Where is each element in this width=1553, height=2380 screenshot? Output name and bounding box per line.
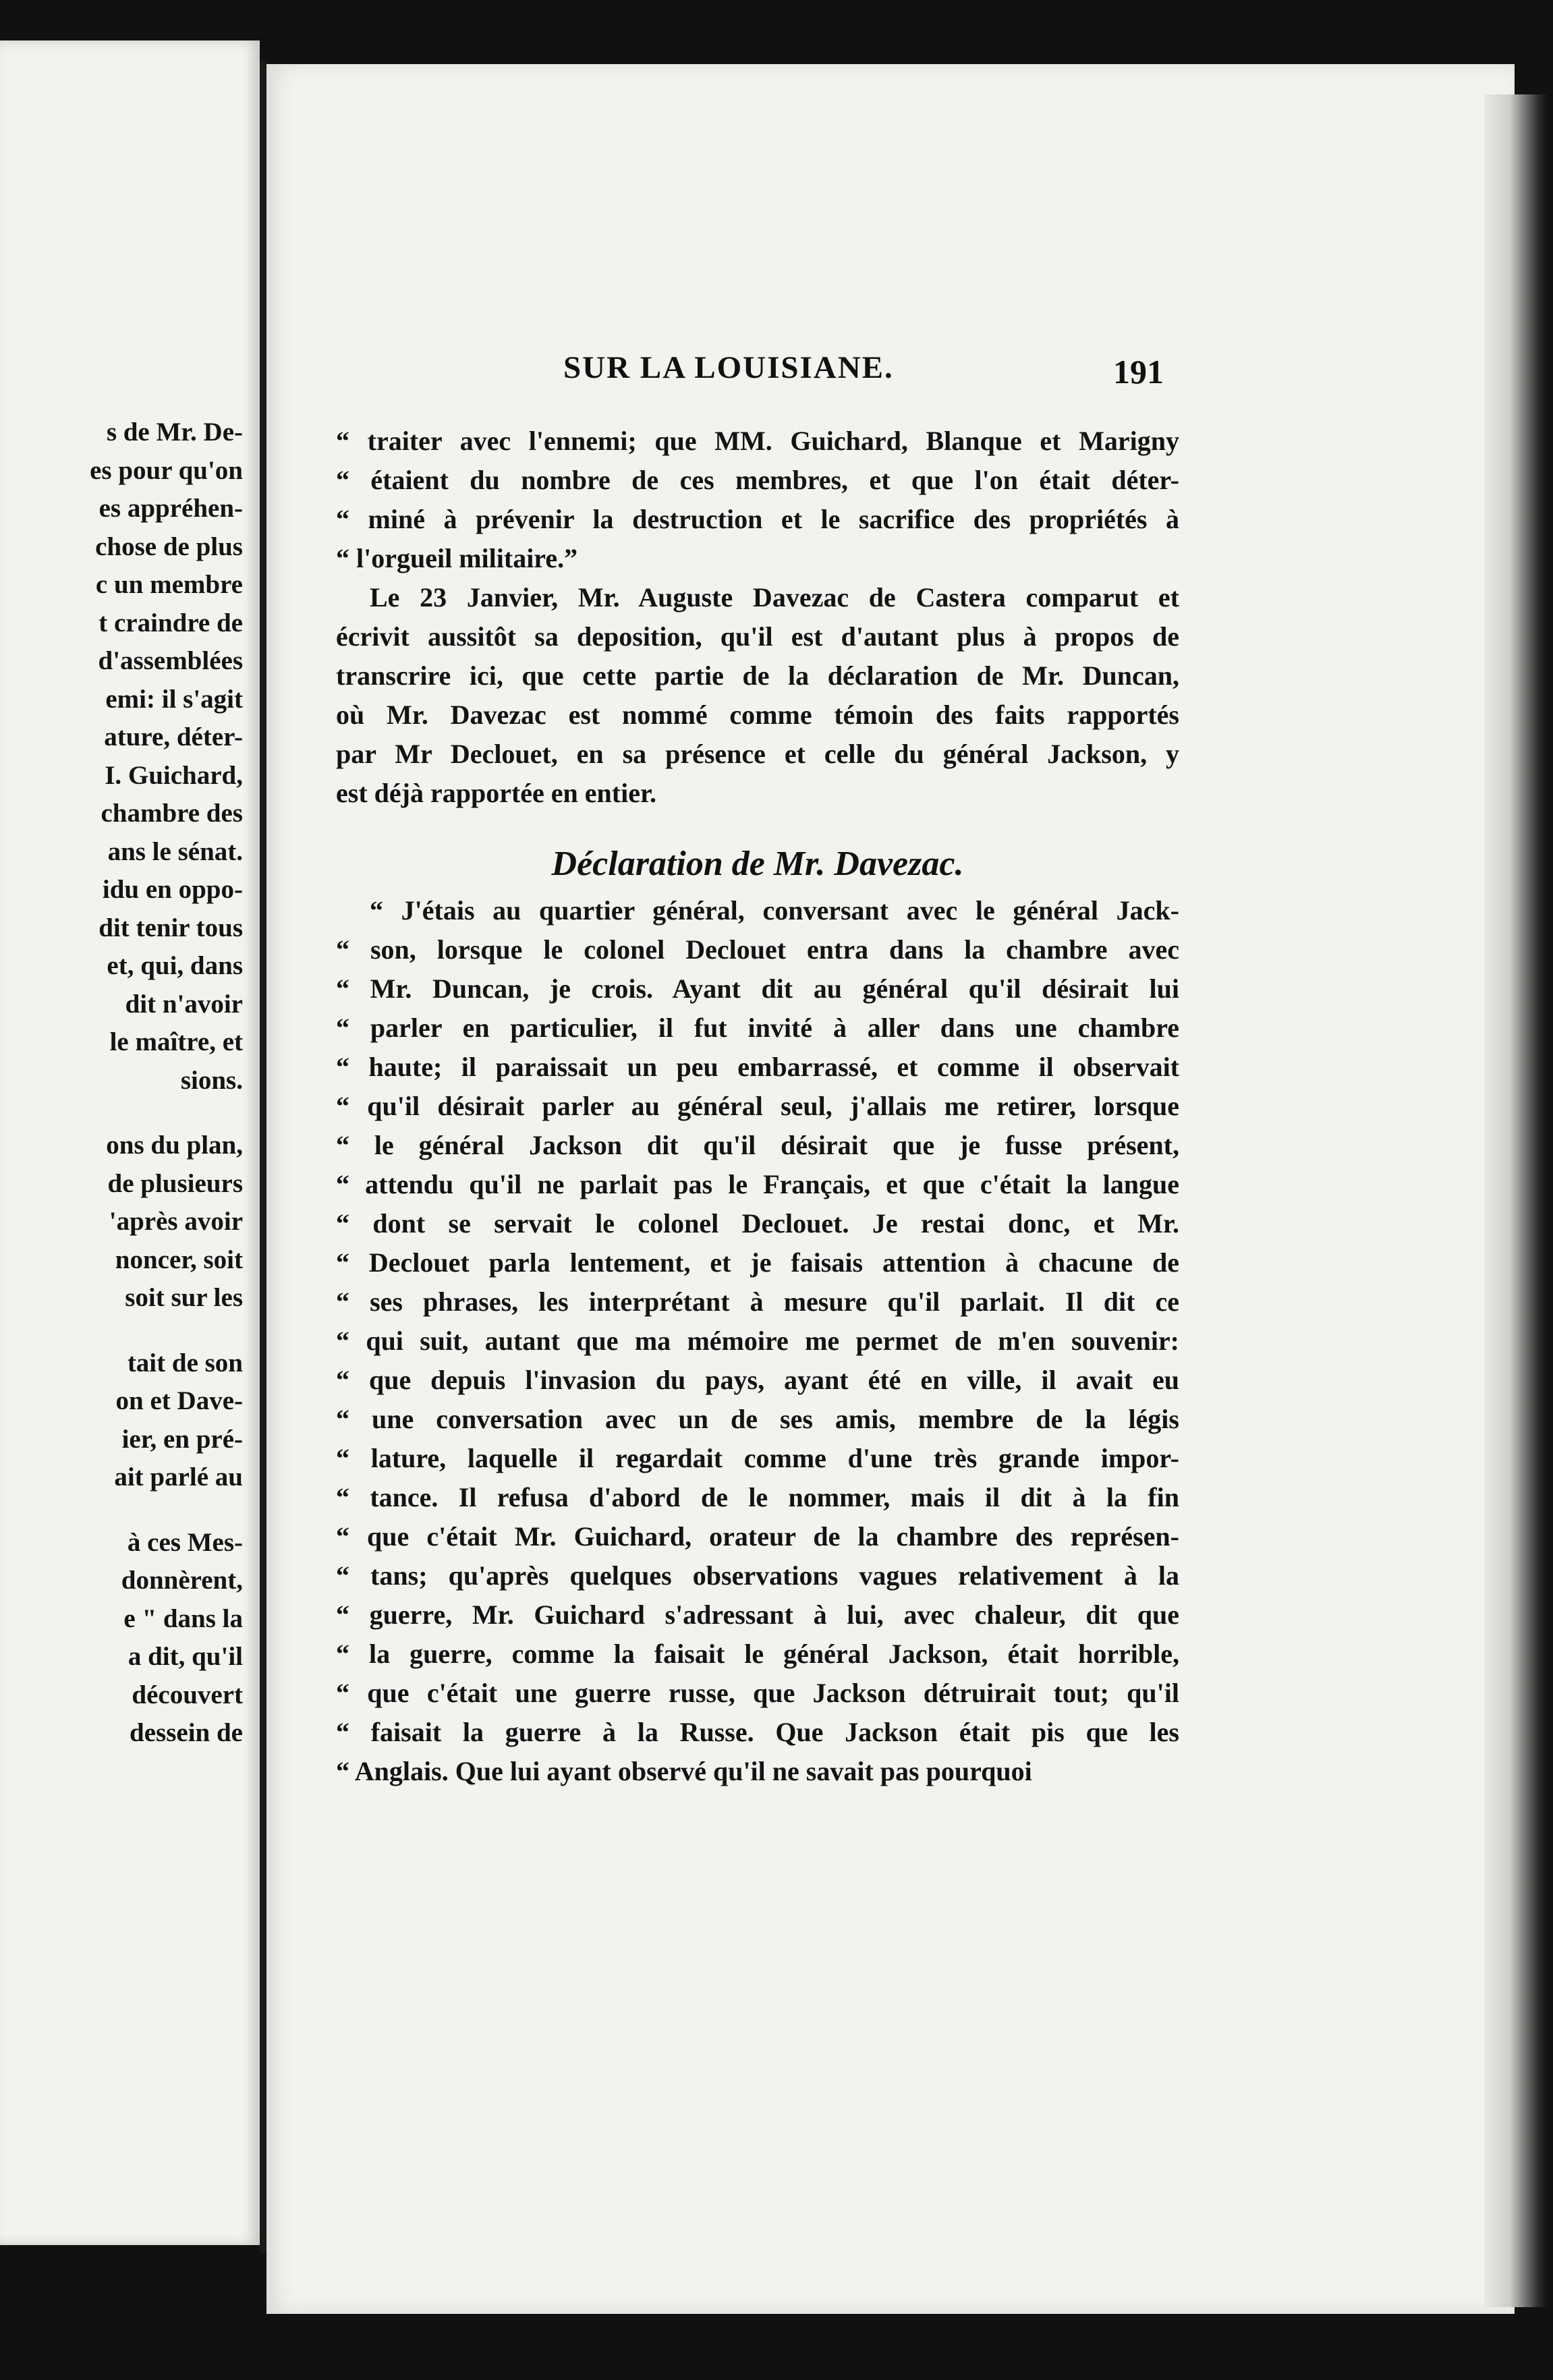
text-line: “ le général Jackson dit qu'il désirait que je fusse présent, [336,1130,1179,1160]
left-page-line: ature, déter- [104,722,243,752]
paragraph-gap [0,1318,243,1344]
left-page-line: chambre des [101,799,243,828]
left-page-line: le maître, et [109,1027,243,1056]
left-page-line: noncer, soit [115,1245,243,1274]
left-page-line: ans le sénat. [107,837,243,866]
page-edge-shadow [1484,94,1548,2307]
left-page-line: on et Dave- [115,1386,243,1415]
running-head-title: SUR LA LOUISIANE. [563,350,894,385]
text-line: “ que depuis l'invasion du pays, ayant été en ville, il avait eu [336,1365,1179,1395]
left-page-line: de plusieurs [107,1168,243,1198]
text-line: “ une conversation avec un de ses amis, membre de la légis [336,1404,1179,1434]
text-line: “ ses phrases, les interprétant à mesure qu'il parlait. Il dit ce [336,1286,1179,1317]
text-line: “ lature, laquelle il regardait comme d'une très grande impor- [336,1443,1179,1473]
paragraph-declaration-text [336,891,1179,1791]
left-page-line: I. Guichard, [105,760,243,790]
left-page-line: dit n'avoir [125,989,243,1019]
page-body-text [336,422,1179,1791]
left-page-line: donnèrent, [121,1566,243,1595]
text-line: “ miné à prévenir la destruction et le sacrifice des propriétés à [336,504,1179,534]
left-page-line: d'assemblées [98,646,243,675]
text-line: est déjà rapportée en entier. [336,778,657,808]
section-title: Déclaration de Mr. Davezac. [551,845,964,883]
left-page-line: dessein de [130,1718,243,1747]
text-line: “ tance. Il refusa d'abord de le nommer, mais il dit à la fin [336,1482,1179,1512]
left-page-line: a dit, qu'il [128,1642,243,1671]
left-page-line: t craindre de [98,608,243,638]
text-line: “ qui suit, autant que ma mémoire me permet de m'en souvenir: [336,1326,1179,1356]
left-page-line: es appréhen- [98,494,243,523]
paragraph-gap [0,1497,243,1524]
left-page-line: s de Mr. De- [106,418,243,447]
text-line: “ que c'était Mr. Guichard, orateur de la chambre des représen- [336,1521,1179,1552]
left-page-line: dit tenir tous [98,913,243,942]
text-line: “ Declouet parla lentement, et je faisais attention à chacune de [336,1247,1179,1278]
text-line: par Mr Declouet, en sa présence et celle du général Jackson, y [336,739,1179,769]
left-page-line: chose de plus [95,532,243,561]
text-line: “ son, lorsque le colonel Declouet entra dans la chambre avec [336,934,1179,965]
text-line: “ qu'il désirait parler au général seul, j'allais me retirer, lorsque [336,1091,1179,1121]
text-line: “ parler en particulier, il fut invité à aller dans une chambre [336,1013,1179,1043]
text-line: “ étaient du nombre de ces membres, et que l'on était déter- [336,465,1179,495]
left-page-line: sions. [180,1065,243,1095]
text-line: “ que c'était une guerre russe, que Jackson détruirait tout; qu'il [336,1678,1179,1708]
text-line: “ attendu qu'il ne parlait pas le Français, et que c'était la langue [336,1169,1179,1199]
text-line: “ J'étais au quartier général, conversant avec le général Jack- [370,895,1179,926]
page-number: 191 [1113,353,1164,391]
left-page-line: soit sur les [125,1283,243,1312]
text-line: “ faisait la guerre à la Russe. Que Jackson était pis que les [336,1717,1179,1747]
text-line: “ guerre, Mr. Guichard s'adressant à lui, avec chaleur, dit que [336,1599,1179,1630]
text-line: où Mr. Davezac est nommé comme témoin des faits rapportés [336,700,1179,730]
paragraph-gap [0,1100,243,1127]
left-page-text-fragment [0,414,243,1753]
left-page-line: 'après avoir [109,1207,243,1236]
text-line: “ Mr. Duncan, je crois. Ayant dit au général qu'il désirait lui [336,973,1179,1004]
left-page-line: ons du plan, [106,1131,243,1160]
text-line: “ traiter avec l'ennemi; que MM. Guichard, Blanque et Marigny [336,426,1179,456]
text-line: “ haute; il paraissait un peu embarrassé, et comme il observait [336,1052,1179,1082]
left-page-line: et, qui, dans [107,951,243,980]
left-page-line: découvert [132,1680,243,1709]
left-page-line: tait de son [127,1348,243,1378]
text-line: “ tans; qu'après quelques observations vagues relativement à la [336,1560,1179,1591]
text-line: Le 23 Janvier, Mr. Auguste Davezac de Castera comparut et [370,582,1179,613]
text-line: “ l'orgueil militaire.” [336,543,578,573]
text-line: “ dont se servait le colonel Declouet. Je restai donc, et Mr. [336,1208,1179,1239]
left-page-line: c un membre [95,570,243,599]
text-line: écrivit aussitôt sa deposition, qu'il est d'autant plus à propos de [336,621,1179,652]
left-page-line: emi: il s'agit [105,684,243,714]
left-page-line: es pour qu'on [90,455,243,485]
paragraph-quote-continuation [336,422,1179,578]
left-facing-page [0,40,260,2245]
left-page-line: ier, en pré- [121,1424,243,1454]
left-page-line: idu en oppo- [102,875,243,904]
left-page-line: e " dans la [123,1604,243,1633]
text-line: transcrire ici, que cette partie de la déclaration de Mr. Duncan, [336,660,1179,691]
text-line: “ la guerre, comme la faisait le général Jackson, était horrible, [336,1639,1179,1669]
left-page-line: ait parlé au [114,1463,243,1492]
left-page-line: à ces Mes- [127,1527,243,1557]
text-line: “ Anglais. Que lui ayant observé qu'il ne savait pas pourquoi [336,1756,1032,1786]
paragraph-davezac-deposition [336,578,1179,813]
